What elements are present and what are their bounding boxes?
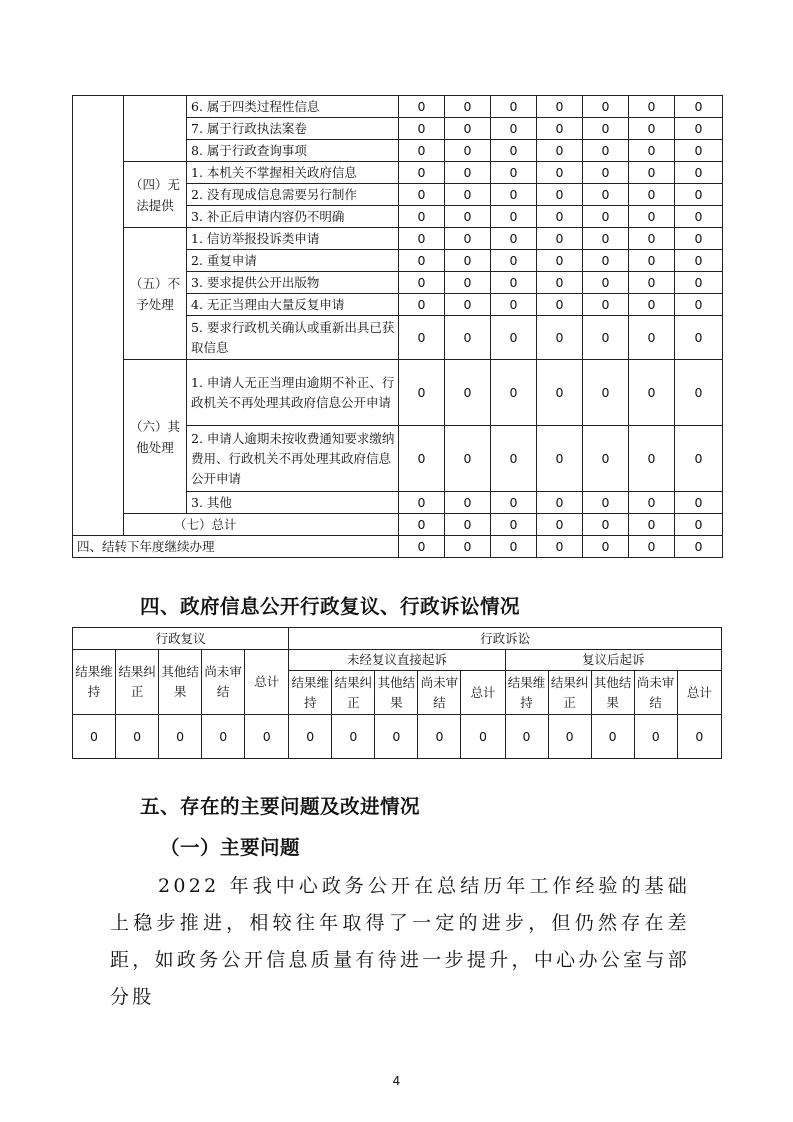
value-cell: 0 [537, 294, 583, 316]
value-cell: 0 [591, 715, 634, 759]
after-review-header: 复议后起诉 [505, 650, 722, 671]
section5-heading: 五、存在的主要问题及改进情况 [140, 795, 421, 818]
review-header: 行政复议 [73, 628, 289, 650]
value-cell: 0 [583, 184, 629, 206]
value-cell: 0 [491, 162, 537, 184]
value-cell: 0 [399, 316, 445, 360]
value-cell: 0 [634, 715, 677, 759]
value-cell: 0 [445, 316, 491, 360]
value-cell: 0 [491, 96, 537, 118]
review-sub-header: 尚未审结 [202, 650, 245, 715]
value-cell: 0 [399, 140, 445, 162]
value-cell: 0 [537, 228, 583, 250]
value-cell: 0 [73, 715, 116, 759]
after-review-sub-header: 结果纠正 [548, 671, 591, 715]
carry-over-row [73, 536, 723, 558]
value-cell: 0 [491, 228, 537, 250]
value-cell: 0 [445, 426, 491, 492]
value-cell: 0 [675, 250, 723, 272]
value-cell: 0 [675, 272, 723, 294]
table-row [73, 360, 723, 426]
value-cell: 0 [675, 514, 723, 536]
value-cell: 0 [583, 162, 629, 184]
value-cell: 0 [445, 360, 491, 426]
value-cell: 0 [629, 250, 675, 272]
value-cell: 0 [629, 118, 675, 140]
value-cell: 0 [675, 118, 723, 140]
direct-sub-header: 其他结果 [375, 671, 418, 715]
value-cell: 0 [445, 140, 491, 162]
value-cell: 0 [399, 492, 445, 514]
value-cell: 0 [491, 426, 537, 492]
value-cell: 0 [675, 492, 723, 514]
value-cell: 0 [399, 360, 445, 426]
value-cell: 0 [491, 140, 537, 162]
value-cell: 0 [629, 96, 675, 118]
value-cell: 0 [491, 250, 537, 272]
review-sub-header: 结果纠正 [116, 650, 159, 715]
item-label: 1. 申请人无正当理由逾期不补正、行政机关不再处理其政府信息公开申请 [187, 360, 399, 426]
value-cell: 0 [505, 715, 548, 759]
value-cell: 0 [537, 250, 583, 272]
value-cell: 0 [629, 228, 675, 250]
value-cell: 0 [583, 118, 629, 140]
value-cell: 0 [675, 360, 723, 426]
value-cell: 0 [537, 426, 583, 492]
value-cell: 0 [629, 536, 675, 558]
value-cell: 0 [445, 206, 491, 228]
value-cell: 0 [399, 426, 445, 492]
total-row [73, 514, 723, 536]
value-cell: 0 [583, 492, 629, 514]
value-cell: 0 [583, 272, 629, 294]
category-cell: （四）无法提供 [124, 162, 187, 228]
value-cell: 0 [675, 206, 723, 228]
item-label: 8. 属于行政查询事项 [187, 140, 399, 162]
item-label: 6. 属于四类过程性信息 [187, 96, 399, 118]
table-row [73, 228, 723, 250]
value-cell: 0 [445, 250, 491, 272]
item-label: 4. 无正当理由大量反复申请 [187, 294, 399, 316]
value-cell: 0 [491, 294, 537, 316]
value-cell: 0 [537, 96, 583, 118]
value-cell: 0 [583, 514, 629, 536]
value-cell: 0 [445, 228, 491, 250]
direct-sub-header: 总计 [461, 671, 505, 715]
value-cell: 0 [445, 492, 491, 514]
item-label: 1. 信访举报投诉类申请 [187, 228, 399, 250]
value-cell: 0 [677, 715, 721, 759]
item-label: 3. 补正后申请内容仍不明确 [187, 206, 399, 228]
item-label: 2. 没有现成信息需要另行制作 [187, 184, 399, 206]
value-cell: 0 [583, 140, 629, 162]
main-problems-paragraph: 2022 年我中心政务公开在总结历年工作经验的基础上稳步推进，相较往年取得了一定的进步，但仍然存在差距，如政务公开信息质量有待进一步提升，中心办公室与部分股 [110, 875, 690, 1008]
value-cell: 0 [537, 162, 583, 184]
value-cell: 0 [332, 715, 375, 759]
value-cell: 0 [399, 250, 445, 272]
value-cell: 0 [399, 162, 445, 184]
value-cell: 0 [537, 206, 583, 228]
value-cell: 0 [445, 536, 491, 558]
value-cell: 0 [399, 206, 445, 228]
value-cell: 0 [629, 294, 675, 316]
item-label: 7. 属于行政执法案卷 [187, 118, 399, 140]
value-cell: 0 [583, 294, 629, 316]
value-cell: 0 [116, 715, 159, 759]
after-review-sub-header: 尚未审结 [634, 671, 677, 715]
value-cell: 0 [399, 184, 445, 206]
value-cell: 0 [583, 536, 629, 558]
value-cell: 0 [289, 715, 332, 759]
table-row [73, 715, 722, 759]
value-cell: 0 [399, 514, 445, 536]
value-cell: 0 [537, 184, 583, 206]
value-cell: 0 [629, 272, 675, 294]
value-cell: 0 [445, 162, 491, 184]
review-sub-header: 其他结果 [159, 650, 202, 715]
item-label: 2. 重复申请 [187, 250, 399, 272]
review-sub-header: 总计 [245, 650, 289, 715]
table-row [73, 162, 723, 184]
table-row [73, 96, 723, 118]
item-label: 3. 要求提供公开出版物 [187, 272, 399, 294]
value-cell: 0 [629, 426, 675, 492]
value-cell: 0 [445, 96, 491, 118]
value-cell: 0 [629, 492, 675, 514]
value-cell: 0 [675, 316, 723, 360]
value-cell: 0 [491, 514, 537, 536]
review-litigation-table [72, 627, 722, 759]
after-review-sub-header: 总计 [677, 671, 721, 715]
value-cell: 0 [461, 715, 505, 759]
value-cell: 0 [675, 140, 723, 162]
value-cell: 0 [629, 206, 675, 228]
value-cell: 0 [399, 536, 445, 558]
application-handling-table [72, 95, 723, 558]
value-cell: 0 [245, 715, 289, 759]
value-cell: 0 [537, 140, 583, 162]
category-cell: （六）其他处理 [124, 360, 187, 514]
value-cell: 0 [537, 316, 583, 360]
value-cell: 0 [491, 272, 537, 294]
value-cell: 0 [445, 118, 491, 140]
value-cell: 0 [491, 184, 537, 206]
value-cell: 0 [537, 118, 583, 140]
carry-over-label: 四、结转下年度继续办理 [73, 536, 399, 558]
value-cell: 0 [445, 272, 491, 294]
value-cell: 0 [537, 536, 583, 558]
value-cell: 0 [675, 162, 723, 184]
value-cell: 0 [491, 492, 537, 514]
value-cell: 0 [675, 426, 723, 492]
value-cell: 0 [491, 360, 537, 426]
item-label: 2. 申请人逾期未按收费通知要求缴纳费用、行政机关不再处理其政府信息公开申请 [187, 426, 399, 492]
item-label: 1. 本机关不掌握相关政府信息 [187, 162, 399, 184]
litigation-header: 行政诉讼 [289, 628, 722, 650]
direct-sub-header: 结果维持 [289, 671, 332, 715]
value-cell: 0 [418, 715, 461, 759]
value-cell: 0 [583, 206, 629, 228]
value-cell: 0 [583, 426, 629, 492]
item-label: 3. 其他 [187, 492, 399, 514]
total-label: （七）总计 [124, 514, 399, 536]
value-cell: 0 [445, 184, 491, 206]
value-cell: 0 [202, 715, 245, 759]
value-cell: 0 [675, 536, 723, 558]
value-cell: 0 [629, 162, 675, 184]
page-number: 4 [392, 1074, 401, 1088]
value-cell: 0 [399, 118, 445, 140]
value-cell: 0 [583, 228, 629, 250]
value-cell: 0 [629, 316, 675, 360]
value-cell: 0 [583, 96, 629, 118]
category-cell [124, 96, 187, 162]
value-cell: 0 [548, 715, 591, 759]
value-cell: 0 [537, 514, 583, 536]
value-cell: 0 [629, 360, 675, 426]
value-cell: 0 [583, 360, 629, 426]
value-cell: 0 [445, 514, 491, 536]
value-cell: 0 [537, 272, 583, 294]
value-cell: 0 [675, 96, 723, 118]
section-blank-cell [73, 96, 124, 536]
value-cell: 0 [399, 294, 445, 316]
value-cell: 0 [399, 96, 445, 118]
value-cell: 0 [675, 294, 723, 316]
item-label: 5. 要求行政机关确认或重新出具已获取信息 [187, 316, 399, 360]
category-cell: （五）不予处理 [124, 228, 187, 360]
value-cell: 0 [629, 514, 675, 536]
value-cell: 0 [399, 228, 445, 250]
value-cell: 0 [491, 118, 537, 140]
value-cell: 0 [375, 715, 418, 759]
value-cell: 0 [491, 316, 537, 360]
value-cell: 0 [583, 316, 629, 360]
direct-suit-header: 未经复议直接起诉 [289, 650, 505, 671]
after-review-sub-header: 结果维持 [505, 671, 548, 715]
value-cell: 0 [537, 360, 583, 426]
value-cell: 0 [159, 715, 202, 759]
value-cell: 0 [445, 294, 491, 316]
value-cell: 0 [399, 272, 445, 294]
value-cell: 0 [491, 536, 537, 558]
direct-sub-header: 结果纠正 [332, 671, 375, 715]
value-cell: 0 [491, 206, 537, 228]
value-cell: 0 [583, 250, 629, 272]
value-cell: 0 [629, 184, 675, 206]
after-review-sub-header: 其他结果 [591, 671, 634, 715]
section5-subheading: （一）主要问题 [160, 836, 301, 859]
value-cell: 0 [675, 184, 723, 206]
review-sub-header: 结果维持 [73, 650, 116, 715]
value-cell: 0 [675, 228, 723, 250]
value-cell: 0 [629, 140, 675, 162]
direct-sub-header: 尚未审结 [418, 671, 461, 715]
value-cell: 0 [537, 492, 583, 514]
section4-heading: 四、政府信息公开行政复议、行政诉讼情况 [140, 595, 521, 618]
